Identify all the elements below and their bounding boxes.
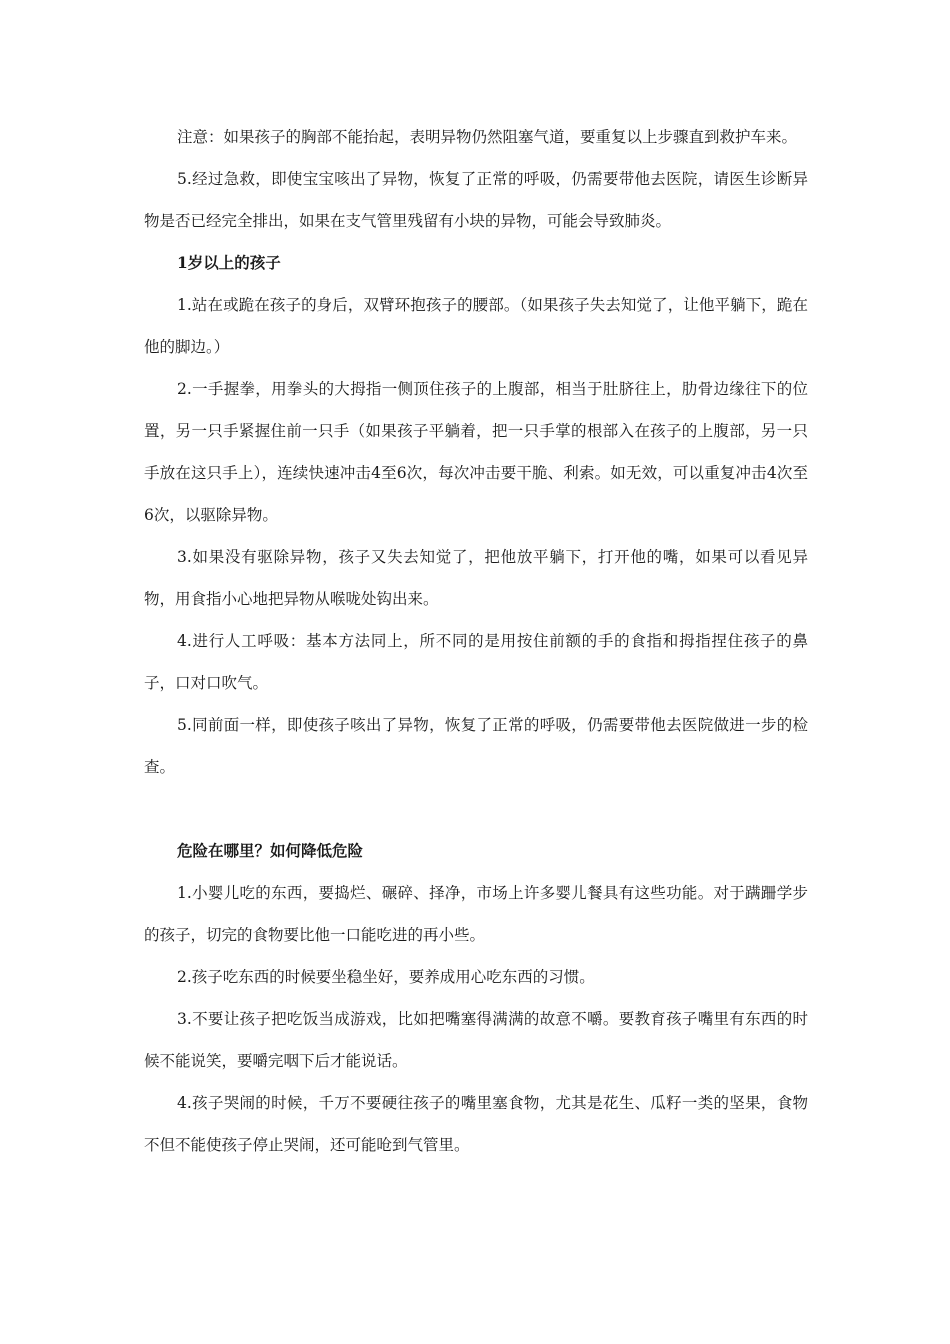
document-body (144, 116, 808, 1166)
paragraph-step-3: 3.如果没有驱除异物，孩子又失去知觉了，把他放平躺下，打开他的嘴，如果可以看见异物，用食指小心地把异物从喉咙处钩出来。 (144, 548, 808, 608)
paragraph-tip-4: 4.孩子哭闹的时候，千万不要硬往孩子的嘴里塞食物，尤其是花生、瓜籽一类的坚果，食物不但不能使孩子停止哭闹，还可能呛到气管里。 (144, 1094, 808, 1154)
paragraph-step-4: 4.进行人工呼吸：基本方法同上，所不同的是用按住前额的手的食指和拇指捏住孩子的鼻子，口对口吹气。 (144, 632, 808, 692)
section-heading-over-one-year: 1岁以上的孩子 (177, 253, 281, 272)
paragraph-step-1: 1.站在或跪在孩子的身后，双臂环抱孩子的腰部。（如果孩子失去知觉了，让他平躺下，跪在他的脚边。） (144, 296, 808, 356)
paragraph-tip-2: 2.孩子吃东西的时候要坐稳坐好，要养成用心吃东西的习惯。 (177, 968, 595, 986)
paragraph-step-5: 5.同前面一样，即使孩子咳出了异物，恢复了正常的呼吸，仍需要带他去医院做进一步的检查。 (144, 716, 808, 776)
paragraph-step-2: 2.一手握拳，用拳头的大拇指一侧顶住孩子的上腹部，相当于肚脐往上，肋骨边缘往下的位置，另一只手紧握住前一只手（如果孩子平躺着，把一只手掌的根部入在孩子的上腹部，另一只手放在这只手上），连续快速冲击4至6次，每次冲击要干脆、利索。如无效，可以重复冲击4次至6次，以驱除异物。 (144, 380, 808, 524)
section-spacer (144, 788, 808, 830)
paragraph-tip-1: 1.小婴儿吃的东西，要捣烂、碾碎、择净，市场上许多婴儿餐具有这些功能。对于蹒跚学步的孩子，切完的食物要比他一口能吃进的再小些。 (144, 884, 808, 944)
paragraph-note: 注意：如果孩子的胸部不能抬起，表明异物仍然阻塞气道，要重复以上步骤直到救护车来。 (177, 128, 798, 146)
paragraph-tip-3: 3.不要让孩子把吃饭当成游戏，比如把嘴塞得满满的故意不嚼。要教育孩子嘴里有东西的时候不能说笑，要嚼完咽下后才能说话。 (144, 1010, 808, 1070)
paragraph-step-5-infant: 5.经过急救，即使宝宝咳出了异物，恢复了正常的呼吸，仍需要带他去医院，请医生诊断异物是否已经完全排出，如果在支气管里残留有小块的异物，可能会导致肺炎。 (144, 170, 808, 230)
section-heading-danger: 危险在哪里？如何降低危险 (177, 841, 364, 860)
